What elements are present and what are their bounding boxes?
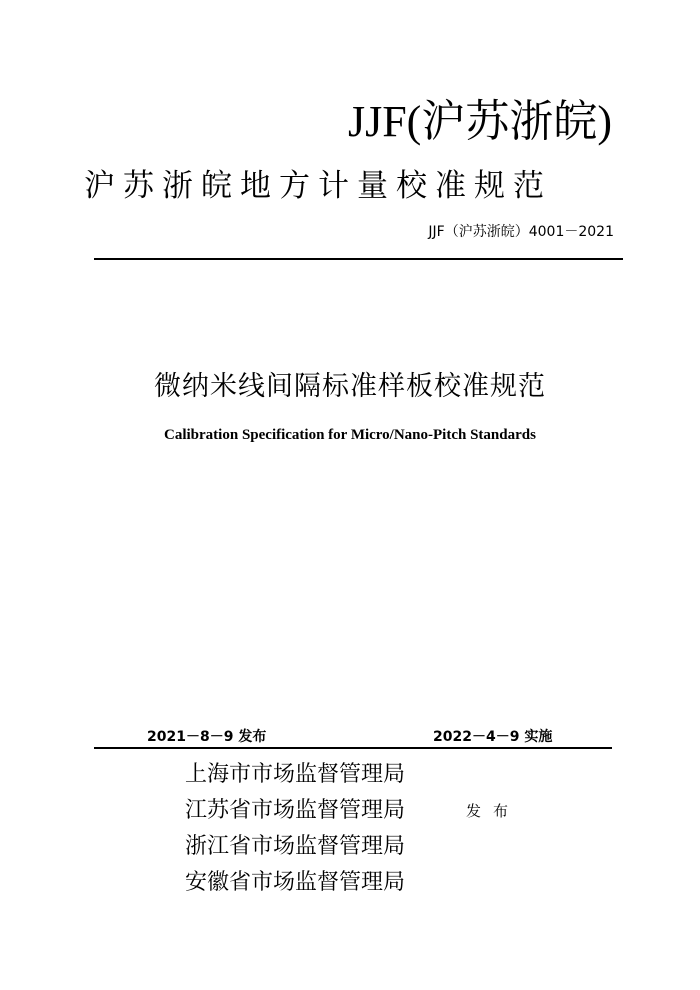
top-divider (94, 258, 623, 260)
effective-date: 2022－4－9 实施 (433, 729, 553, 745)
issuer-shanghai: 上海市市场监督管理局 (185, 762, 406, 787)
document-title-cn: 微纳米线间隔标准样板校准规范 (154, 371, 546, 402)
standard-code-title: JJF(沪苏浙皖) (347, 97, 612, 146)
issue-label: 发布 (466, 802, 521, 820)
issuer-jiangsu: 江苏省市场监督管理局 (185, 798, 406, 823)
bottom-divider (94, 747, 612, 749)
issuer-zhejiang: 浙江省市场监督管理局 (185, 834, 406, 859)
standard-number: JJF（沪苏浙皖）4001－2021 (428, 224, 614, 240)
issue-date: 2021－8－9 发布 (147, 729, 267, 745)
issuer-list (185, 757, 405, 901)
document-title-en: Calibration Specification for Micro/Nano-Pitch Standards (164, 427, 536, 443)
series-title: 沪苏浙皖地方计量校准规范 (84, 168, 552, 204)
issuer-anhui: 安徽省市场监督管理局 (185, 870, 406, 895)
